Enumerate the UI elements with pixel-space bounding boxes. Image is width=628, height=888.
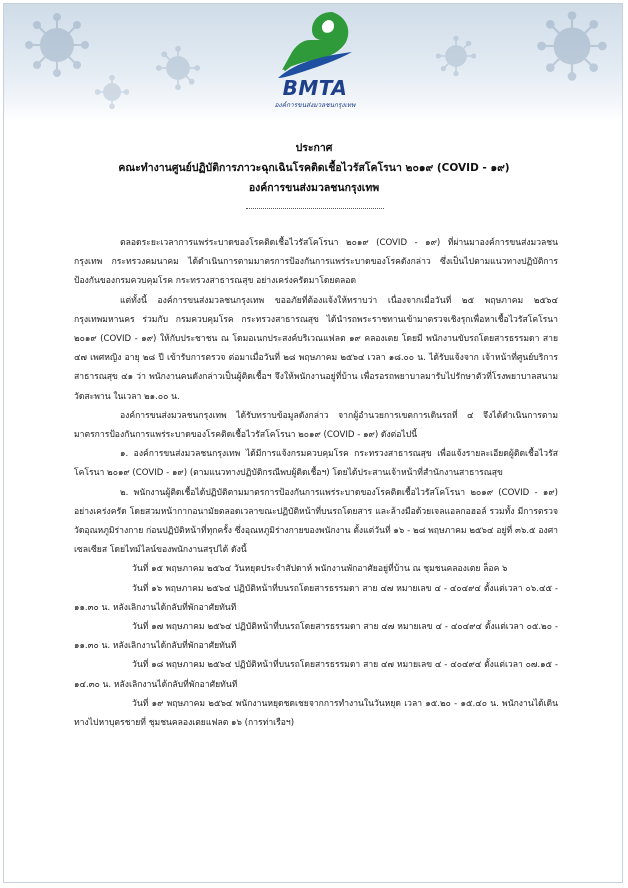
virus-illustration-icon bbox=[22, 10, 92, 80]
virus-illustration-icon bbox=[154, 44, 202, 92]
title-line-3: องค์การขนส่งมวลชนกรุงเทพ bbox=[248, 182, 380, 194]
body-paragraph: ตลอดระยะเวลาการแพร่ระบาดของโรคติดเชื้อไวรัสโคโรนา ๒๐๑๙ (COVID - ๑๙) ที่ผ่านมาองค์การขนส่งมวลชนกรุงเทพ กระทรวงคมนาคม ได้ดำเนินการตามมาตรการป้องกันการแพร่ระบาดของโรคดังกล่าว ซึ่งเป็นไปตามแนวทางปฏิบัติการป้องกันของกรมควบคุมโรค กระทรวงสาธารณสุข อย่างเคร่งครัดมาโดยตลอด bbox=[74, 238, 558, 287]
body-paragraph: วันที่ ๑๖ พฤษภาคม ๒๕๖๔ ปฏิบัติหน้าที่บนรถโดยสารธรรมดา สาย ๔๗ หมายเลข ๔ - ๔๐๔๙๔ ตั้งแต่เวลา ๐๖.๔๕ - ๑๑.๓๐ น. หลังเลิกงานได้กลับที่พักอาศัยทันที bbox=[74, 583, 558, 613]
virus-illustration-icon bbox=[534, 8, 610, 84]
title-divider bbox=[246, 208, 384, 209]
title-line-2: คณะทำงานศูนย์ปฏิบัติการภาวะฉุกเฉินโรคติดเชื้อไวรัสโคโรนา ๒๐๑๙ (COVID - ๑๙) bbox=[118, 162, 510, 174]
virus-illustration-icon bbox=[94, 74, 130, 110]
body-paragraph: วันที่ ๑๙ พฤษภาคม ๒๕๖๔ พนักงานหยุดชดเชยจากการทำงานในวันหยุด เวลา ๑๕.๒๐ - ๑๕.๔๐ น. พนักงานได้เดินทางไปหาบุตรชายที่ ชุมชนคลองเตยแฟลต ๑๖ (การท่าเรือฯ) bbox=[74, 698, 558, 729]
body-paragraph: แต่ทั้งนี้ องค์การขนส่งมวลชนกรุงเทพ ขออภัยที่ต้องแจ้งให้ทราบว่า เนื่องจากเมื่อวันที่ ๒๕ พฤษภาคม ๒๕๖๔ กรุงเทพมหานคร ร่วมกับ กรมควบคุมโรค กระทรวงสาธารณสุข ได้นำรถพระราชทานเข้ามาตรวจเชิงรุกเพื่อหาเชื้อไวรัสโคโรนา ๒๐๑๙ (COVID - ๑๙) ให้กับประชาชน ณ โดมอเนกประสงค์บริเวณแฟลต ๑๙ คลองเตย โดยมี พนักงานขับรถโดยสารธรรมดา สาย ๔๗ เพศหญิง อายุ ๒๘ ปี เข้ารับการตรวจ ต่อมาเมื่อวันที่ ๒๘ พฤษภาคม ๒๕๖๔ เวลา ๑๘.๐๐ น. ได้รับแจ้งจาก เจ้าหน้าที่ศูนย์บริการสาธารณสุข ๔๑ ว่า พนักงานคนดังกล่าวเป็นผู้ติดเชื้อฯ จึงให้พนักงานอยู่ที่บ้าน เพื่อรอรถพยาบาลมารับไปรักษาตัวที่โรงพยาบาลสนามวัดสะพาน ในเวลา ๒๑.๐๐ น. bbox=[74, 295, 558, 402]
body-paragraph: วันที่ ๑๗ พฤษภาคม ๒๕๖๔ ปฏิบัติหน้าที่บนรถโดยสารธรรมดา สาย ๔๗ หมายเลข ๔ - ๔๐๔๙๔ ตั้งแต่เวลา ๐๕.๒๐ - ๑๑.๓๐ น. หลังเลิกงานได้กลับที่พักอาศัยทันที bbox=[74, 622, 558, 652]
body-paragraph: ๒. พนักงานผู้ติดเชื้อได้ปฏิบัติตามมาตรการป้องกันการแพร่ระบาดของโรคติดเชื้อไวรัสโคโรนา ๒๐๑๙ (COVID - ๑๙) อย่างเคร่งครัด โดยสวมหน้ากากอนามัยตลอดเวลาขณะปฏิบัติหน้าที่บนรถโดยสาร และล้างมือด้วยเจลแอลกอฮอล์ รวมทั้ง มีการตรวจวัดอุณหภูมิร่างกาย ก่อนปฏิบัติหน้าที่ทุกครั้ง ซึ่งอุณหภูมิร่างกายของพนักงาน ตั้งแต่วันที่ ๑๖ - ๒๘ พฤษภาคม ๒๕๖๔ อยู่ที่ ๓๖.๕ องศาเซลเซียส โดยไทม์ไลน์ของพนักงานสรุปได้ ดังนี้ bbox=[74, 487, 558, 556]
virus-illustration-icon bbox=[434, 34, 478, 78]
body-paragraph: วันที่ ๑๘ พฤษภาคม ๒๕๖๔ ปฏิบัติหน้าที่บนรถโดยสารธรรมดา สาย ๔๗ หมายเลข ๔ - ๔๐๔๙๔ ตั้งแต่เวลา ๐๗.๑๕ - ๑๔.๓๐ น. หลังเลิกงานได้กลับที่พักอาศัยทันที bbox=[74, 660, 558, 690]
org-logo-text: BMTA bbox=[282, 76, 348, 100]
announcement-body bbox=[74, 234, 558, 733]
org-name-small: องค์การขนส่งมวลชนกรุงเทพ bbox=[274, 101, 356, 109]
title-line-1: ประกาศ bbox=[295, 142, 333, 154]
body-paragraph: องค์การขนส่งมวลชนกรุงเทพ ได้รับทราบข้อมูลดังกล่าว จากผู้อำนวยการเขตการเดินรถที่ ๔ จึงได้ดำเนินการตามมาตรการป้องกันการแพร่ระบาดของโรคติดเชื้อไวรัสโคโรนา ๒๐๑๙ (COVID - ๑๙) ดังต่อไปนี้ bbox=[74, 410, 558, 441]
body-paragraph: วันที่ ๑๕ พฤษภาคม ๒๕๖๔ วันหยุดประจำสัปดาห์ พนักงานพักอาศัยอยู่ที่บ้าน ณ ชุมชนคลองเตย ล็อค ๖ bbox=[132, 564, 508, 575]
body-paragraph: ๑. องค์การขนส่งมวลชนกรุงเทพ ได้มีการแจ้งกรมควบคุมโรค กระทรวงสาธารณสุข เพื่อแจ้งรายละเอียดผู้ติดเชื้อไวรัสโคโรนา ๒๐๑๙ (COVID - ๑๙) (ตามแนวทางปฏิบัติกรณีพบผู้ติดเชื้อฯ) โดยได้ประสานเจ้าหน้าที่สำนักงานสาธารณสุข bbox=[74, 449, 558, 479]
announcement-title bbox=[0, 138, 628, 198]
